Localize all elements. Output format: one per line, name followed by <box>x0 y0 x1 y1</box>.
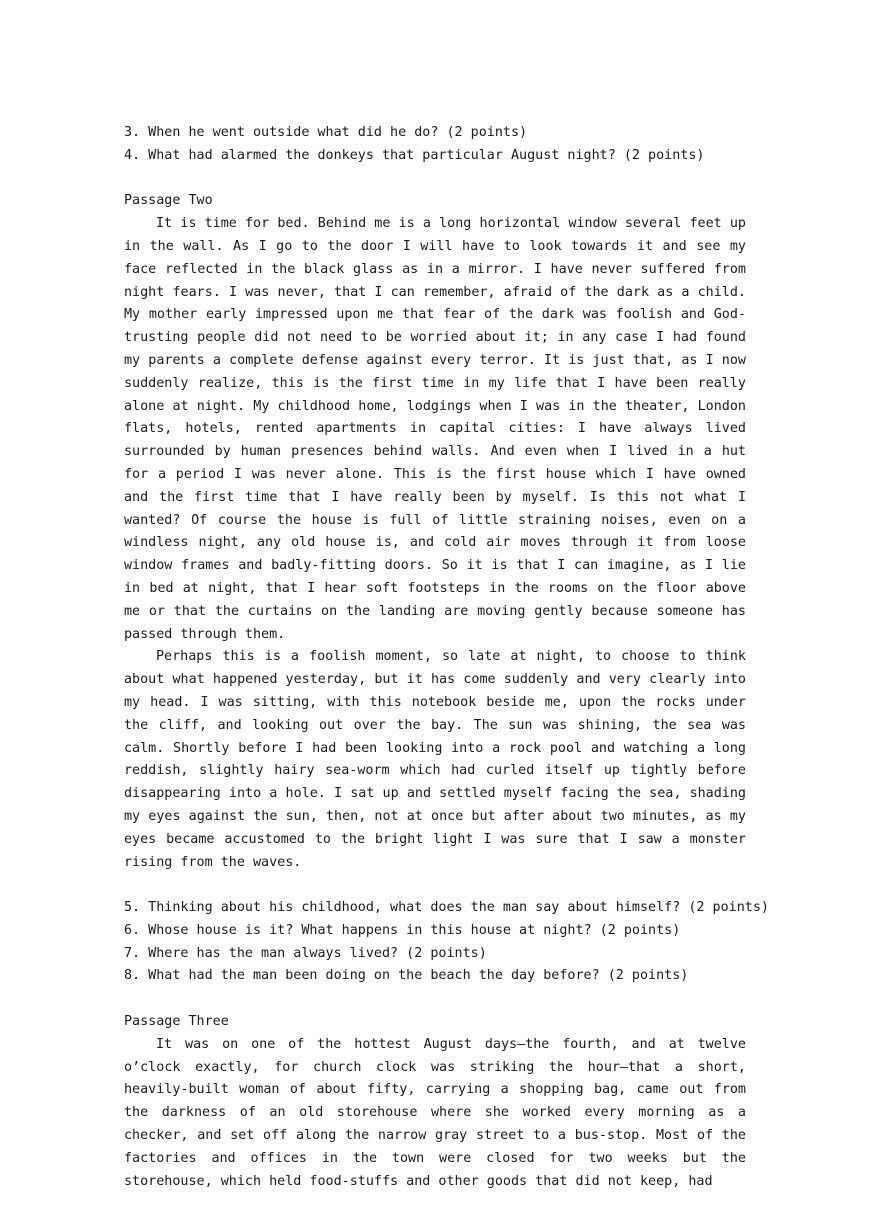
spacer <box>124 168 746 191</box>
passage-two-heading: Passage Two <box>124 193 213 209</box>
passage-two-paragraph-1: It is time for bed. Behind me is a long horizontal window several feet up in the wall. As I go to the door I will have to look towards it and see my face reflected in the black glass as in a mirror. I have never suffered from night fears. I was never, that I can remember, afraid of the dark as a child. My mother early impressed upon me that fear of the dark was foolish and God-trusting people did not need to be worried about it; in any case I had found my parents a complete defense against every terror. It is just that, as I now suddenly realize, this is the first time in my life that I have been really alone at night. My childhood home, lodgings when I was in the theater, London flats, hotels, rented apartments in capital cities: I have always lived surrounded by human presences behind walls. And even when I lived in a hut for a period I was never alone. This is the first house which I have owned and the first time that I have really been by myself. Is this not what I wanted? Of course the house is full of little straining noises, even on a windless night, any old house is, and cold air moves through it from loose window frames and badly-fitting doors. So it is that I can imagine, as I lie in bed at night, that I hear soft footsteps in the rooms on the floor above me or that the curtains on the landing are moving gently because someone has passed through them. <box>124 216 746 642</box>
question-3: 3. When he went outside what did he do? (2 points) <box>124 125 528 140</box>
question-8: 8. What had the man been doing on the beach the day before? (2 points) <box>124 968 689 984</box>
passage-three-heading: Passage Three <box>124 1014 229 1030</box>
passage-three-paragraph-1: It was on one of the hottest August days—the fourth, and at twelve o’clock exactly, for church clock was striking the hour—that a short, heavily-built woman of about fifty, carrying a shopping bag, came out from the darkness of an old storehouse where she worked every morning as a checker, and set off along the narrow gray street to a bus-stop. Most of the factories and offices in the town were closed for two weeks but the storehouse, which held food-stuffs and other goods that did not keep, had <box>124 1036 746 1189</box>
spacer <box>124 988 746 1011</box>
passage-two-paragraph-2: Perhaps this is a foolish moment, so late at night, to choose to think about what happened yesterday, but it has come suddenly and very clearly into my head. I was sitting, with this notebook beside me, upon the rocks under the cliff, and looking out over the bay. The sun was shining, the sea was calm. Shortly before I had been looking into a rock pool and watching a long reddish, slightly hairy sea-worm which had curled itself up tightly before disappearing into a hole. I sat up and settled myself facing the sea, shading my eyes against the sun, then, not at once but after about two minutes, as my eyes became accustomed to the bright light I was sure that I saw a monster rising from the waves. <box>124 649 746 870</box>
question-4: 4. What had alarmed the donkeys that particular August night? (2 points) <box>124 147 705 163</box>
spacer <box>124 874 746 897</box>
question-6: 6. Whose house is it? What happens in this house at night? (2 points) <box>124 922 681 938</box>
document-page <box>124 122 769 1193</box>
question-5: 5. Thinking about his childhood, what does the man say about himself? (2 points) <box>124 900 769 916</box>
question-7: 7. Where has the man always lived? (2 points) <box>124 945 487 961</box>
